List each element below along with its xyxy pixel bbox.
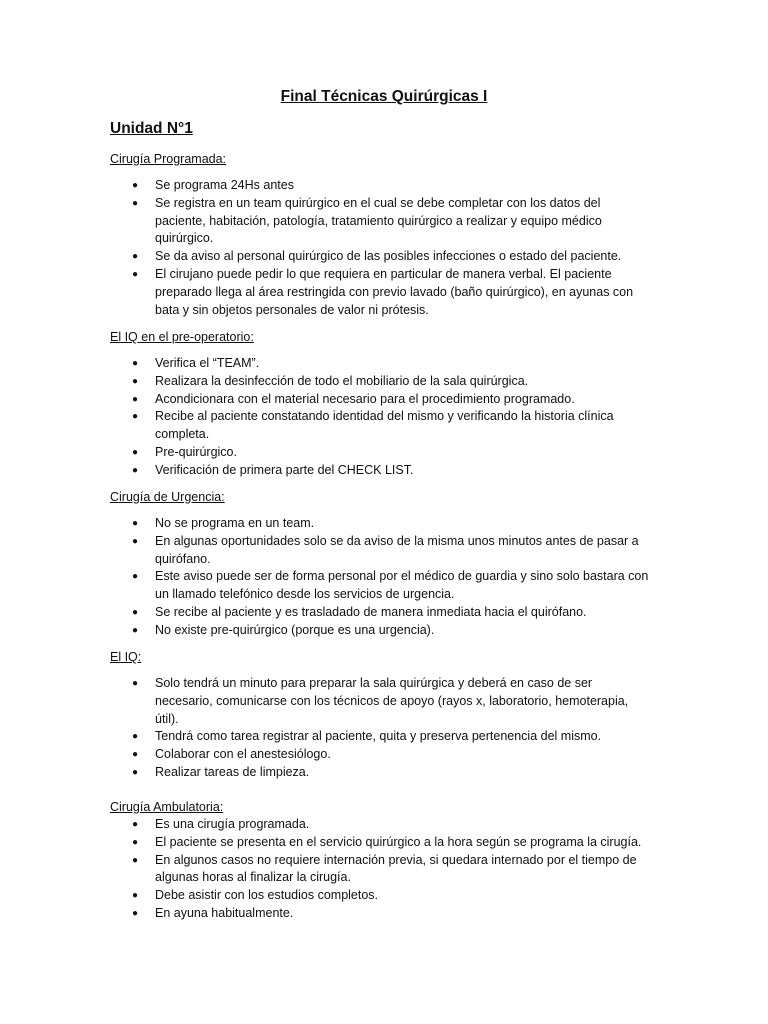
bullet-icon: ● <box>132 606 139 618</box>
section-cirugia-urgencia <box>110 488 670 640</box>
list-item: ● En algunos casos no requiere internación previa, si quedara internado por el tiempo de algunas horas al finalizar la cirugía. <box>132 852 637 885</box>
section-iq-pre-operatorio <box>110 328 670 480</box>
bullet-icon: ● <box>132 535 139 547</box>
section-cirugia-programada <box>110 150 670 319</box>
list-item: ● Verifica el “TEAM”. <box>110 355 650 373</box>
bullet-list <box>110 675 650 782</box>
list-item: ● El cirujano puede pedir lo que requiera en particular de manera verbal. El paciente preparado llega al área restringida con previo lavado (baño quirúrgico), en ayunas con bata y sin objetos personales de valor ni prótesis. <box>132 266 634 317</box>
list-item: ● Realizar tareas de limpieza. <box>110 764 650 782</box>
bullet-icon: ● <box>132 411 139 423</box>
section-heading: El IQ en el pre-operatorio: <box>110 330 254 344</box>
section-heading: Cirugía Ambulatoria: <box>110 800 224 814</box>
list-item: ● Se registra en un team quirúrgico en el cual se debe completar con los datos del paciente, habitación, patología, tratamiento quirúrgico a realizar y equipo médico quirúrgico. <box>132 195 602 246</box>
list-item: ● No se programa en un team. <box>110 515 662 533</box>
section-heading: Cirugía Programada: <box>110 152 227 166</box>
section-heading: Cirugía de Urgencia: <box>110 490 225 504</box>
bullet-icon: ● <box>132 854 139 866</box>
bullet-icon: ● <box>132 358 139 369</box>
list-item: ● Colaborar con el anestesiólogo. <box>110 746 650 764</box>
list-item: ● Este aviso puede ser de forma personal por el médico de guardia y sino solo bastara con un llamado telefónico desde los servicios de urgencia. <box>132 569 649 602</box>
list-item: ● Se programa 24Hs antes <box>110 177 650 195</box>
list-item: ● Se recibe al paciente y es trasladado de manera inmediata hacia el quirófano. <box>110 604 662 622</box>
bullet-icon: ● <box>132 731 139 743</box>
bullet-icon: ● <box>132 446 139 458</box>
bullet-list <box>110 515 662 640</box>
bullet-icon: ● <box>132 251 139 263</box>
bullet-icon: ● <box>132 890 139 902</box>
list-item: ● Debe asistir con los estudios completos. <box>110 887 670 905</box>
bullet-icon: ● <box>132 766 139 778</box>
list-item: ● Acondicionara con el material necesario para el procedimiento programado. <box>110 391 650 409</box>
list-item: ● Pre-quirúrgico. <box>110 444 650 462</box>
list-item: ● No existe pre-quirúrgico (porque es una urgencia). <box>110 622 662 640</box>
list-item: ● Se da aviso al personal quirúrgico de las posibles infecciones o estado del paciente. <box>110 248 650 266</box>
bullet-icon: ● <box>132 518 139 529</box>
list-item: ● Solo tendrá un minuto para preparar la sala quirúrgica y deberá en caso de ser necesario, comunicarse con los técnicos de apoyo (rayos x, laboratorio, hemoterapia, útil). <box>132 676 629 726</box>
list-item: ● Es una cirugía programada. <box>110 816 670 834</box>
bullet-icon: ● <box>132 678 139 689</box>
bullet-icon: ● <box>132 464 139 476</box>
list-item: ● En algunas oportunidades solo se da aviso de la misma unos minutos antes de pasar a quirófano. <box>132 533 639 566</box>
list-item: ● El paciente se presenta en el servicio quirúrgico a la hora según se programa la cirugía. <box>110 834 670 852</box>
list-item: ● En ayuna habitualmente. <box>110 905 670 923</box>
bullet-icon: ● <box>132 907 139 919</box>
bullet-icon: ● <box>132 375 139 387</box>
bullet-list <box>110 355 650 480</box>
bullet-icon: ● <box>132 749 139 761</box>
bullet-icon: ● <box>132 819 139 830</box>
document-title: Final Técnicas Quirúrgicas I <box>280 88 488 105</box>
bullet-icon: ● <box>132 268 139 280</box>
bullet-icon: ● <box>132 836 139 848</box>
list-item: ● Tendrá como tarea registrar al paciente, quita y preserva pertenencia del mismo. <box>110 728 650 746</box>
list-item: ● Recibe al paciente constatando identidad del mismo y verificando la historia clínica completa. <box>132 409 614 442</box>
bullet-icon: ● <box>132 571 139 583</box>
bullet-icon: ● <box>132 393 139 405</box>
section-el-iq <box>110 648 670 782</box>
list-item: ● Verificación de primera parte del CHECK LIST. <box>110 462 650 480</box>
section-cirugia-ambulatoria <box>110 798 670 923</box>
bullet-list <box>110 816 670 923</box>
section-heading: El IQ: <box>110 650 142 664</box>
bullet-list <box>110 177 650 319</box>
unit-title: Unidad N°1 <box>110 120 193 137</box>
bullet-icon: ● <box>132 624 139 636</box>
list-item: ● Realizara la desinfección de todo el mobiliario de la sala quirúrgica. <box>110 373 650 391</box>
bullet-icon: ● <box>132 180 139 191</box>
bullet-icon: ● <box>132 197 139 209</box>
